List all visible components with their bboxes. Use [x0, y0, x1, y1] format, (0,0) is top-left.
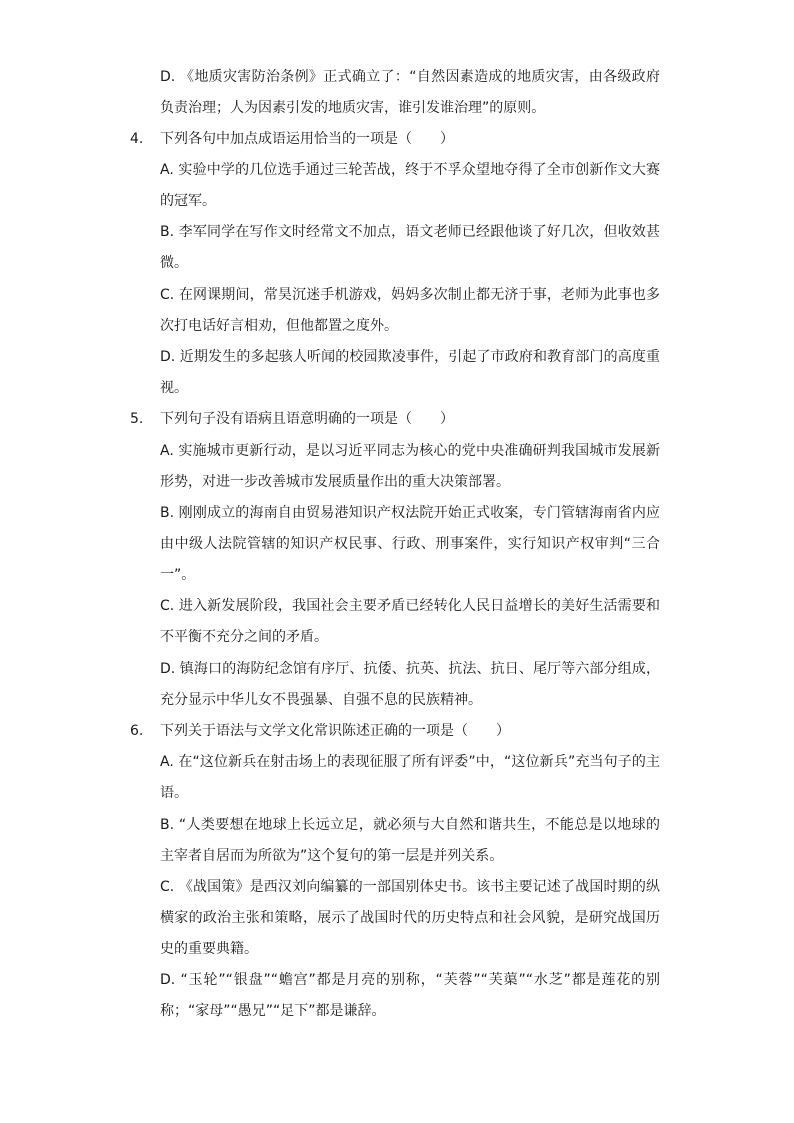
q6-option-b: B. “人类要想在地球上长远立足，就必须与大自然和谐共生，不能总是以地球的主宰者自居而为所欲为”这个复句的第一层是并列关系。 [160, 817, 660, 864]
q6-stem-text: 下列关于语法与文学文化常识陈述正确的一项是（ ） [160, 723, 510, 739]
q5-option-a: A. 实施城市更新行动，是以习近平同志为核心的党中央准确研判我国城市发展新形势，对进一步改善城市发展质量作出的重大决策部署。 [160, 443, 660, 490]
q4-stem-text: 下列各句中加点成语运用恰当的一项是（ ） [160, 131, 454, 147]
q3-option-d: D. 《地质灾害防治条例》正式确立了：“自然因素造成的地质灾害，由各级政府负责治理；人为因素引发的地质灾害，谁引发谁治理”的原则。 [160, 69, 660, 116]
q6-option-d: D. “玉轮”“银盘”“蟾宫”都是月亮的别称，“芙蓉”“芙蕖”“水芝”都是莲花的别称；“家母”“愚兄”“足下”都是谦辞。 [160, 972, 660, 1019]
q6-stem [130, 716, 660, 747]
q4-option-b: B. 李军同学在写作文时经常文不加点，语文老师已经跟他谈了好几次，但收效甚微。 [160, 224, 660, 271]
q6-option-a: A. 在“这位新兵在射击场上的表现征服了所有评委”中，“这位新兵”充当句子的主语。 [160, 754, 660, 801]
q6-option-c: C. 《战国策》是西汉刘向编纂的一部国别体史书。该书主要记述了战国时期的纵横家的政治主张和策略，展示了战国时代的历史特点和社会风貌，是研究战国历史的重要典籍。 [160, 879, 660, 957]
q4-number: 4. [130, 131, 144, 147]
q6-number: 6. [130, 723, 144, 739]
q5-stem-text: 下列句子没有语病且语意明确的一项是（ ） [160, 411, 454, 427]
q5-option-b: B. 刚刚成立的海南自由贸易港知识产权法院开始正式收案，专门管辖海南省内应由中级人法院管辖的知识产权民事、行政、刑事案件，实行知识产权审判“三合一”。 [160, 505, 660, 583]
q4-option-a: A. 实验中学的几位选手通过三轮苦战，终于不孚众望地夺得了全市创新作文大赛的冠军。 [160, 162, 660, 209]
q5-number: 5. [130, 411, 144, 427]
q5-stem [130, 404, 660, 435]
q4-stem [130, 124, 660, 155]
q5-option-c: C. 进入新发展阶段，我国社会主要矛盾已经转化人民日益增长的美好生活需要和不平衡不充分之间的矛盾。 [160, 598, 660, 645]
q4-option-c: C. 在网课期间，常昊沉迷手机游戏，妈妈多次制止都无济于事，老师为此事也多次打电话好言相劝，但他都置之度外。 [160, 287, 660, 334]
q4-option-d: D. 近期发生的多起骇人听闻的校园欺凌事件，引起了市政府和教育部门的高度重视。 [160, 349, 660, 396]
q5-option-d: D. 镇海口的海防纪念馆有序厅、抗倭、抗英、抗法、抗日、尾厅等六部分组成，充分显示中华儿女不畏强暴、自强不息的民族精神。 [160, 661, 660, 708]
